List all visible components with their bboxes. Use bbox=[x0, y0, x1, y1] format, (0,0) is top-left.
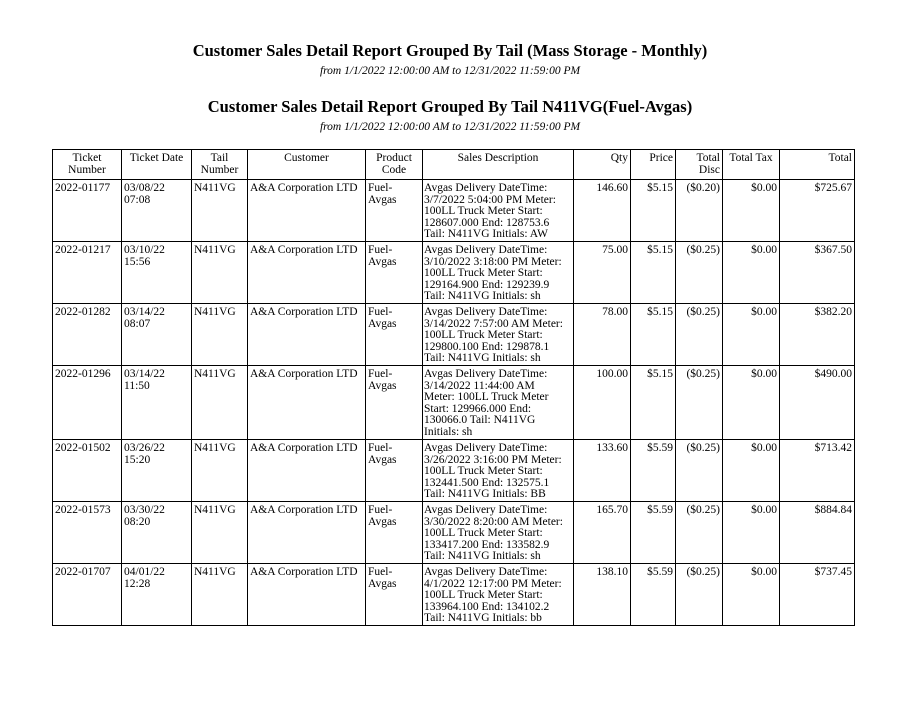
cell-total-disc: ($0.25) bbox=[676, 242, 723, 304]
cell-qty: 133.60 bbox=[574, 440, 631, 502]
cell-customer: A&A Corporation LTD bbox=[248, 180, 366, 242]
sales-detail-table bbox=[52, 149, 855, 626]
cell-total-tax: $0.00 bbox=[723, 304, 780, 366]
cell-ticket-date: 03/10/22 15:56 bbox=[122, 242, 192, 304]
header-row bbox=[53, 150, 855, 180]
col-header-price: Price bbox=[631, 150, 676, 180]
col-header-ticket-number: Ticket Number bbox=[53, 150, 122, 180]
cell-qty: 138.10 bbox=[574, 564, 631, 626]
cell-ticket-number: 2022-01707 bbox=[53, 564, 122, 626]
table-row bbox=[53, 304, 855, 366]
cell-product-code: Fuel- Avgas bbox=[366, 366, 423, 440]
cell-ticket-date: 03/26/22 15:20 bbox=[122, 440, 192, 502]
cell-total-disc: ($0.25) bbox=[676, 304, 723, 366]
cell-total-tax: $0.00 bbox=[723, 440, 780, 502]
cell-total-disc: ($0.25) bbox=[676, 440, 723, 502]
cell-total: $737.45 bbox=[780, 564, 855, 626]
cell-customer: A&A Corporation LTD bbox=[248, 440, 366, 502]
cell-tail-number: N411VG bbox=[192, 366, 248, 440]
cell-qty: 146.60 bbox=[574, 180, 631, 242]
cell-price: $5.15 bbox=[631, 242, 676, 304]
table-row bbox=[53, 440, 855, 502]
cell-sales-description: Avgas Delivery DateTime: 3/26/2022 3:16:00 PM Meter: 100LL Truck Meter Start: 132441.500 End: 132575.1 Tail: N411VG Initials: BB bbox=[423, 440, 574, 502]
cell-product-code: Fuel- Avgas bbox=[366, 242, 423, 304]
cell-ticket-number: 2022-01217 bbox=[53, 242, 122, 304]
cell-customer: A&A Corporation LTD bbox=[248, 564, 366, 626]
cell-total-disc: ($0.25) bbox=[676, 366, 723, 440]
cell-ticket-number: 2022-01177 bbox=[53, 180, 122, 242]
cell-qty: 100.00 bbox=[574, 366, 631, 440]
table-row bbox=[53, 242, 855, 304]
cell-tail-number: N411VG bbox=[192, 564, 248, 626]
cell-total-tax: $0.00 bbox=[723, 180, 780, 242]
cell-qty: 78.00 bbox=[574, 304, 631, 366]
table-row bbox=[53, 180, 855, 242]
cell-product-code: Fuel- Avgas bbox=[366, 440, 423, 502]
cell-product-code: Fuel- Avgas bbox=[366, 304, 423, 366]
cell-sales-description: Avgas Delivery DateTime: 3/14/2022 11:44:00 AM Meter: 100LL Truck Meter Start: 129966.000 End: 130066.0 Tail: N411VG Initials: sh bbox=[423, 366, 574, 440]
cell-ticket-date: 03/14/22 08:07 bbox=[122, 304, 192, 366]
cell-total-tax: $0.00 bbox=[723, 502, 780, 564]
table-row bbox=[53, 366, 855, 440]
cell-total-disc: ($0.25) bbox=[676, 564, 723, 626]
cell-product-code: Fuel- Avgas bbox=[366, 502, 423, 564]
group-date-range: from 1/1/2022 12:00:00 AM to 12/31/2022 11:59:00 PM bbox=[319, 121, 581, 133]
cell-total-disc: ($0.20) bbox=[676, 180, 723, 242]
col-header-total-tax: Total Tax bbox=[723, 150, 780, 180]
cell-sales-description: Avgas Delivery DateTime: 3/14/2022 7:57:00 AM Meter: 100LL Truck Meter Start: 129800.100 End: 129878.1 Tail: N411VG Initials: sh bbox=[423, 304, 574, 366]
cell-total: $884.84 bbox=[780, 502, 855, 564]
cell-price: $5.15 bbox=[631, 180, 676, 242]
cell-ticket-number: 2022-01282 bbox=[53, 304, 122, 366]
cell-ticket-number: 2022-01573 bbox=[53, 502, 122, 564]
cell-tail-number: N411VG bbox=[192, 180, 248, 242]
cell-customer: A&A Corporation LTD bbox=[248, 242, 366, 304]
cell-sales-description: Avgas Delivery DateTime: 4/1/2022 12:17:00 PM Meter: 100LL Truck Meter Start: 133964.100 End: 134102.2 Tail: N411VG Initials: bb bbox=[423, 564, 574, 626]
cell-total: $382.20 bbox=[780, 304, 855, 366]
cell-total-disc: ($0.25) bbox=[676, 502, 723, 564]
cell-total: $367.50 bbox=[780, 242, 855, 304]
cell-total-tax: $0.00 bbox=[723, 366, 780, 440]
cell-total-tax: $0.00 bbox=[723, 242, 780, 304]
cell-customer: A&A Corporation LTD bbox=[248, 502, 366, 564]
cell-product-code: Fuel- Avgas bbox=[366, 180, 423, 242]
cell-total: $713.42 bbox=[780, 440, 855, 502]
cell-ticket-date: 03/14/22 11:50 bbox=[122, 366, 192, 440]
table-row bbox=[53, 502, 855, 564]
cell-tail-number: N411VG bbox=[192, 440, 248, 502]
cell-qty: 75.00 bbox=[574, 242, 631, 304]
col-header-qty: Qty bbox=[574, 150, 631, 180]
cell-total-tax: $0.00 bbox=[723, 564, 780, 626]
cell-ticket-number: 2022-01502 bbox=[53, 440, 122, 502]
col-header-product-code: Product Code bbox=[366, 150, 423, 180]
cell-price: $5.59 bbox=[631, 502, 676, 564]
cell-customer: A&A Corporation LTD bbox=[248, 366, 366, 440]
cell-ticket-date: 03/30/22 08:20 bbox=[122, 502, 192, 564]
col-header-total: Total bbox=[780, 150, 855, 180]
cell-customer: A&A Corporation LTD bbox=[248, 304, 366, 366]
cell-price: $5.59 bbox=[631, 440, 676, 502]
col-header-total-disc: Total Disc bbox=[676, 150, 723, 180]
col-header-tail-number: Tail Number bbox=[192, 150, 248, 180]
cell-product-code: Fuel- Avgas bbox=[366, 564, 423, 626]
cell-sales-description: Avgas Delivery DateTime: 3/10/2022 3:18:00 PM Meter: 100LL Truck Meter Start: 129164.900 End: 129239.9 Tail: N411VG Initials: sh bbox=[423, 242, 574, 304]
group-title: Customer Sales Detail Report Grouped By Tail N411VG(Fuel-Avgas) bbox=[207, 97, 693, 116]
cell-ticket-date: 04/01/22 12:28 bbox=[122, 564, 192, 626]
cell-qty: 165.70 bbox=[574, 502, 631, 564]
cell-tail-number: N411VG bbox=[192, 304, 248, 366]
col-header-ticket-date: Ticket Date bbox=[122, 150, 192, 180]
col-header-sales-description: Sales Description bbox=[423, 150, 574, 180]
cell-price: $5.59 bbox=[631, 564, 676, 626]
cell-tail-number: N411VG bbox=[192, 242, 248, 304]
cell-sales-description: Avgas Delivery DateTime: 3/7/2022 5:04:00 PM Meter: 100LL Truck Meter Start: 128607.000 End: 128753.6 Tail: N411VG Initials: AW bbox=[423, 180, 574, 242]
table-row bbox=[53, 564, 855, 626]
cell-tail-number: N411VG bbox=[192, 502, 248, 564]
report-title: Customer Sales Detail Report Grouped By Tail (Mass Storage - Monthly) bbox=[192, 41, 708, 60]
cell-ticket-date: 03/08/22 07:08 bbox=[122, 180, 192, 242]
report-date-range: from 1/1/2022 12:00:00 AM to 12/31/2022 11:59:00 PM bbox=[319, 65, 581, 77]
col-header-customer: Customer bbox=[248, 150, 366, 180]
cell-sales-description: Avgas Delivery DateTime: 3/30/2022 8:20:00 AM Meter: 100LL Truck Meter Start: 133417.200 End: 133582.9 Tail: N411VG Initials: sh bbox=[423, 502, 574, 564]
cell-total: $725.67 bbox=[780, 180, 855, 242]
cell-ticket-number: 2022-01296 bbox=[53, 366, 122, 440]
cell-price: $5.15 bbox=[631, 366, 676, 440]
cell-total: $490.00 bbox=[780, 366, 855, 440]
cell-price: $5.15 bbox=[631, 304, 676, 366]
